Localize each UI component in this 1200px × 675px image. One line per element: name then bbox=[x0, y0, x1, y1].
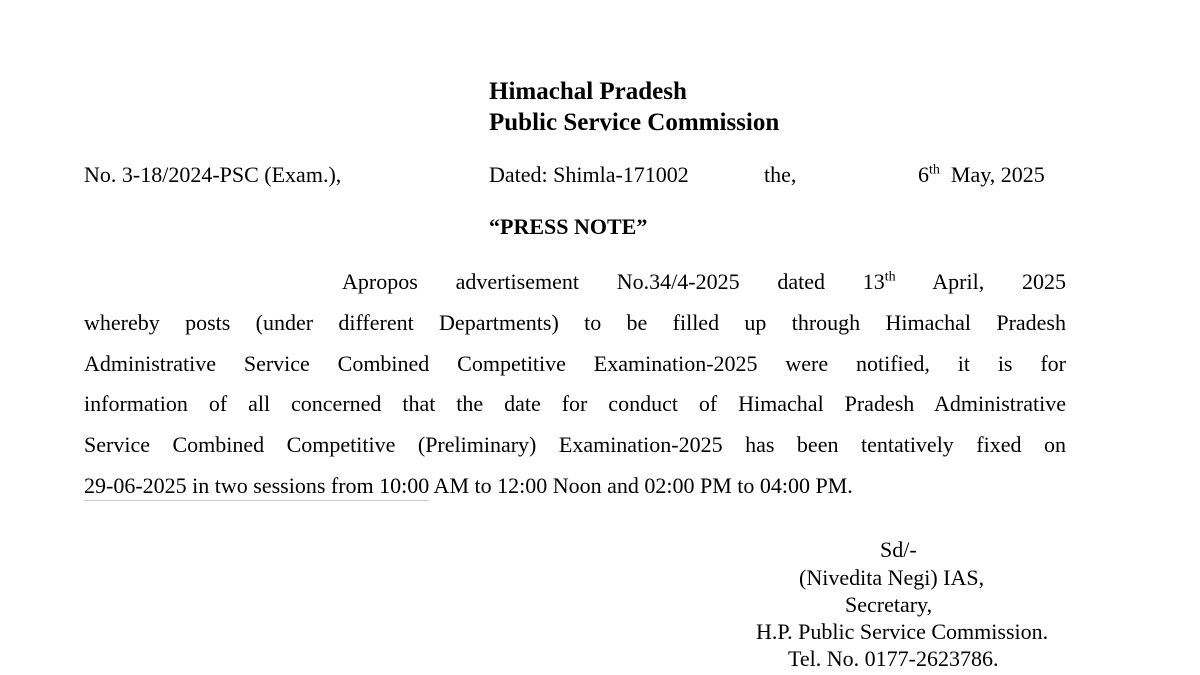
body-line-1: Apropos advertisement No.34/4-2025 dated 13th April, 2025 bbox=[342, 269, 1066, 294]
date-month-year: May, 2025 bbox=[950, 162, 1045, 187]
signatory-name: (Nivedita Negi) IAS, bbox=[799, 565, 985, 590]
header-line-2: Public Service Commission bbox=[489, 109, 780, 136]
header-line-1: Himachal Pradesh bbox=[489, 78, 687, 105]
body-line-4: information of all concerned that the date for conduct of Himachal Pradesh Administrative bbox=[84, 391, 1066, 417]
signatory-telephone: Tel. No. 0177-2623786. bbox=[788, 646, 999, 671]
body-line-6: 29-06-2025 in two sessions from 10:00 AM to 12:00 Noon and 02:00 PM to 04:00 PM. bbox=[84, 466, 1066, 507]
notice-date bbox=[918, 160, 1045, 190]
exam-date-highlight: 29-06-2025 in two sessions from 10:00 bbox=[84, 473, 429, 501]
notice-body bbox=[84, 262, 1066, 507]
signatory-designation: Secretary, bbox=[845, 592, 933, 617]
reference-number: No. 3-18/2024-PSC (Exam.), bbox=[84, 162, 342, 187]
signature-sd: Sd/- bbox=[880, 537, 917, 562]
body-line-5: Service Combined Competitive (Preliminary) Examination-2025 has been tentatively fixed on bbox=[84, 432, 1066, 458]
body-line-2: whereby posts (under different Departments) to be filled up through Himachal Pradesh bbox=[84, 309, 1066, 335]
dated-the: the, bbox=[764, 162, 797, 187]
press-note-title: “PRESS NOTE” bbox=[489, 214, 648, 239]
signatory-office: H.P. Public Service Commission. bbox=[756, 619, 1049, 644]
dated-place: Dated: Shimla-171002 bbox=[489, 162, 689, 187]
body-line-3: Administrative Service Combined Competitive Examination-2025 were notified, it is for bbox=[84, 350, 1066, 376]
date-day-suffix: th bbox=[929, 162, 940, 178]
date-day: 6 bbox=[918, 162, 929, 187]
